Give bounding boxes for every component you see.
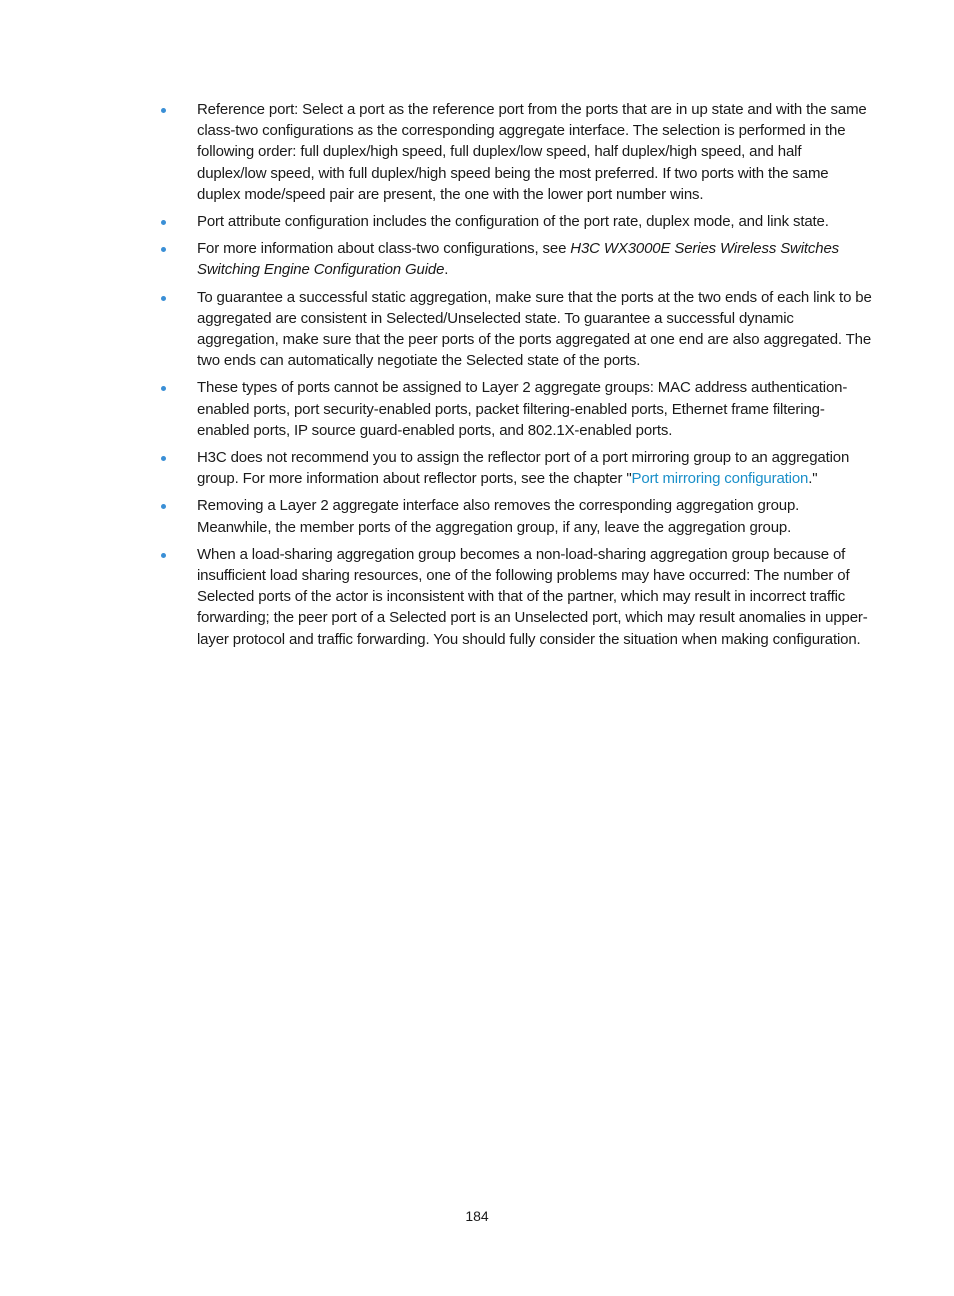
list-item-text: Removing a Layer 2 aggregate interface also removes the corresponding aggregation group. Meanwhile, the member ports of the aggregation group, if any, leave the aggregation group. (197, 497, 800, 536)
list-item-text: Reference port: Select a port as the reference port from the ports that are in up state and with the same class-two configurations as the corresponding aggregate interface. The selection is performed in the following order: full duplex/high speed, full duplex/low speed, half duplex/high speed, and half duplex/low speed, with full duplex/high speed being the most preferred. If two ports with the same duplex mode/speed pair are present, the one with the lower port number wins. (197, 101, 867, 203)
bullet-icon (161, 296, 166, 301)
list-item (159, 99, 874, 205)
guide-title: H3C WX3000E Series Wireless Switches Switching Engine Configuration Guide (197, 240, 840, 279)
list-item-text: When a load-sharing aggregation group becomes a non-load-sharing aggregation group because of insufficient load sharing resources, one of the following problems may have occurred: The number of Selected ports of the actor is inconsistent with that of the partner, which may result in incorrect traffic forwarding; the peer port of a Selected port is an Unselected port, which may result anomalies in upper-layer protocol and traffic forwarding. You should fully consider the situation when making configuration. (197, 545, 868, 648)
list-item (159, 495, 874, 537)
bullet-list (159, 99, 874, 656)
bullet-icon (161, 456, 166, 461)
list-item (159, 211, 874, 232)
list-item (159, 447, 874, 489)
port-mirroring-link[interactable]: Port mirroring configuration (631, 470, 809, 488)
bullet-icon (161, 220, 166, 225)
list-item-text (197, 240, 839, 278)
list-item-text: To guarantee a successful static aggregation, make sure that the ports at the two ends of each link to be aggregated are consistent in Selected/Unselected state. To guarantee a successful dynamic aggregation, make sure that the peer ports of the ports aggregated at one end are also aggregated. The two ends can automatically negotiate the Selected state of the ports. (197, 288, 872, 370)
list-item (159, 287, 874, 372)
bullet-icon (161, 108, 166, 113)
bullet-icon (161, 553, 166, 558)
list-item-text: Port attribute configuration includes the configuration of the port rate, duplex mode, and link state. (197, 213, 829, 231)
bullet-icon (161, 247, 166, 252)
page-number: 184 (465, 1208, 489, 1224)
list-item (159, 238, 874, 280)
list-item (159, 544, 874, 650)
list-item-text-before: H3C does not recommend you to assign the reflector port of a port mirroring group to an aggregation group. For more information about reflector ports, see the chapter " (197, 449, 850, 488)
bullet-icon (161, 386, 166, 391)
list-item-text-before: For more information about class-two configurations, see (197, 240, 571, 258)
list-item-text-after: . (444, 261, 449, 279)
list-item-text (197, 449, 849, 487)
list-item (159, 377, 874, 441)
list-item-text-after: ." (808, 470, 818, 488)
bullet-icon (161, 504, 166, 509)
list-item-text: These types of ports cannot be assigned to Layer 2 aggregate groups: MAC address authentication-enabled ports, port security-enabled ports, packet filtering-enabled ports, Ethernet frame filtering-enabled ports, IP source guard-enabled ports, and 802.1X-enabled ports. (197, 379, 848, 439)
